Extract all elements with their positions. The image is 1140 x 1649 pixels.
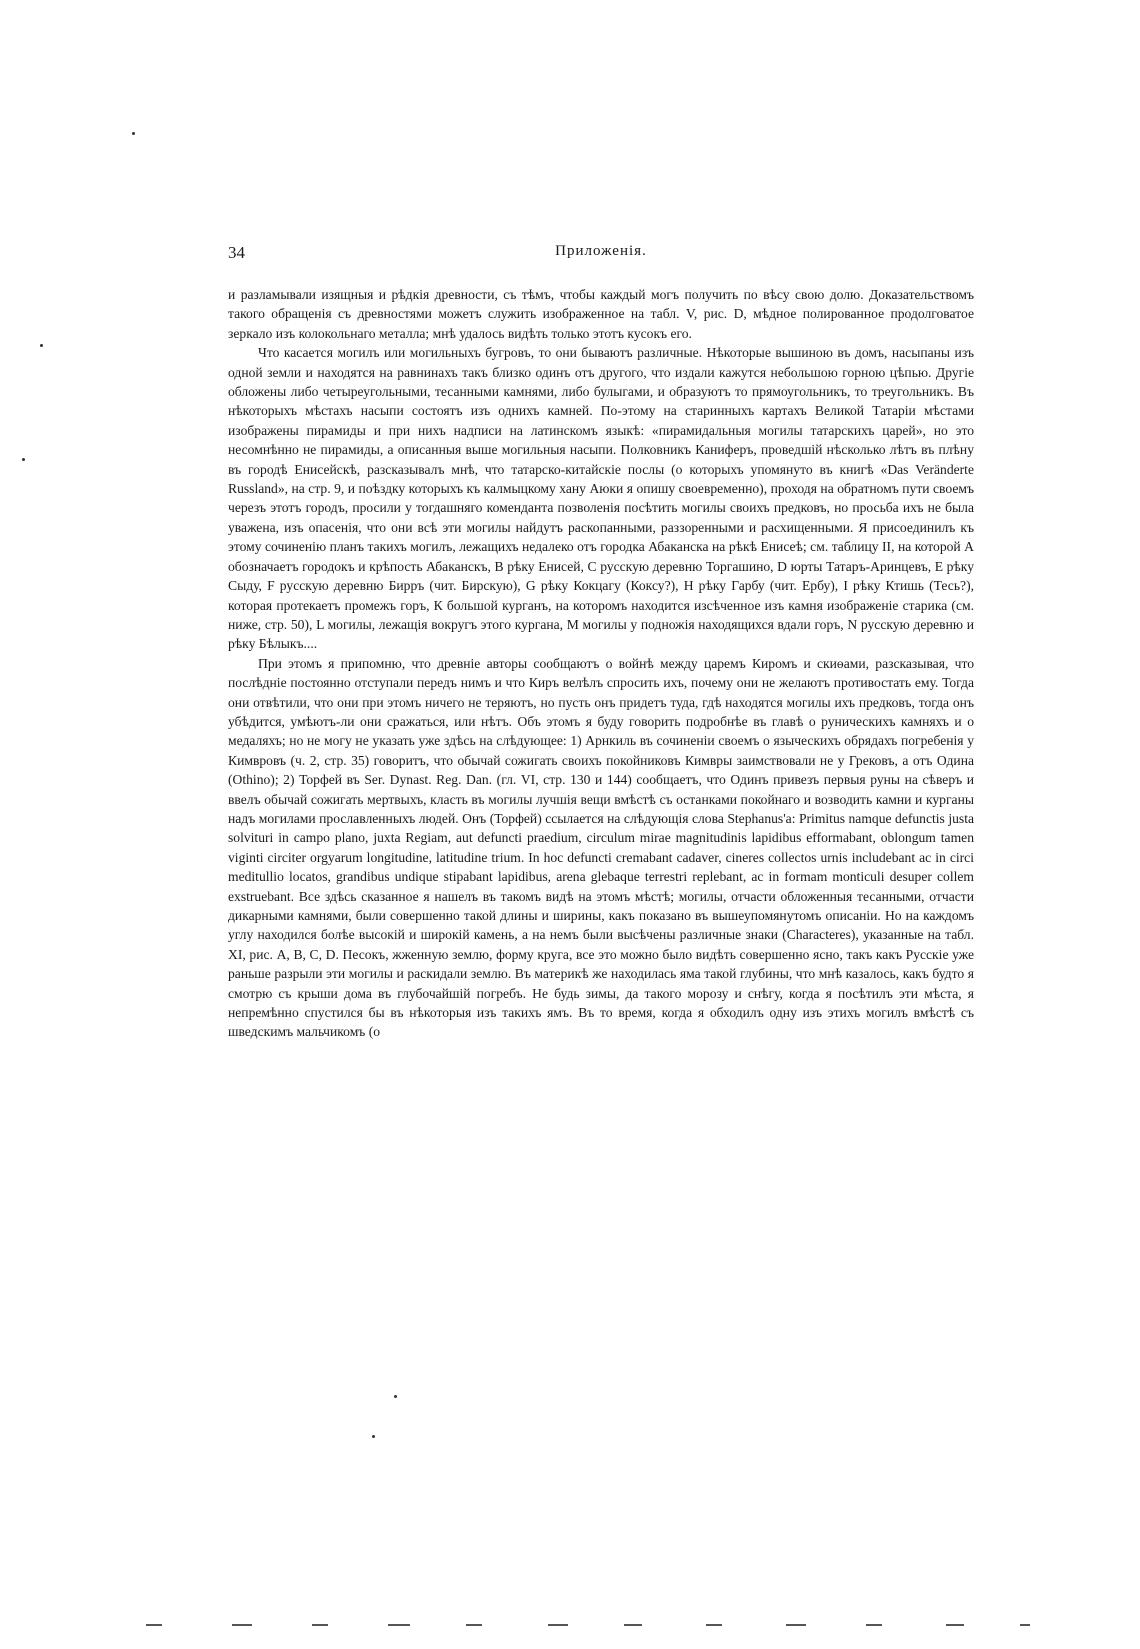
bottom-edge-mark — [548, 1624, 568, 1626]
scan-speck — [372, 1435, 375, 1438]
page-number: 34 — [228, 243, 245, 262]
bottom-edge-mark — [312, 1624, 328, 1626]
paragraph-2: Что касается могилъ или могильныхъ бугровъ, то они бываютъ различные. Нѣкоторые вышиною въ домъ, насыпаны изъ одной земли и находятся на равнинахъ такъ близко одинъ отъ другого, что издали кажутся небольшою горною цѣпью. Другіе обложены либо четыреугольными, тесанными камнями, либо булыгами, и образуютъ то прямоугольникъ, то треугольникъ. Въ нѣкоторыхъ мѣстахъ насыпи состоятъ изъ однихъ камней. По-этому на старинныхъ картахъ Великой Татаріи мѣстами изображены пирамиды и при нихъ надписи на латинскомъ языкѣ: «пирамидальныя могилы татарскихъ царей», но это несомнѣнно не пирамиды, а описанныя выше могильныя насыпи. Полковникъ Каниферъ, проведшій нѣсколько лѣтъ въ плѣну въ городѣ Енисейскѣ, разсказывалъ мнѣ, что татарско-китайскіе послы (о которыхъ упомянуто въ книгѣ «Das Veränderte Russland», на стр. 9, и поѣздку которыхъ къ калмыцкому хану Аюки я опишу своевременно), проходя на обратномъ пути своемъ черезъ этотъ городъ, просили у тогдашняго коменданта позволенія посѣтить могилы своихъ предковъ, но просьба ихъ не была уважена, изъ опасенія, что они всѣ эти могилы найдутъ раскопанными, раззоренными и расхищенными. Я присоединилъ къ этому сочиненію планъ такихъ могилъ, лежащихъ недалеко отъ городка Абаканска на рѣкѣ Енисеѣ; см. таблицу II, на которой А обозначаетъ городокъ и крѣпость Абаканскъ, В рѣку Енисей, С русскую деревню Торгашино, D юрты Татаръ-Аринцевъ, Е рѣку Сыду, F русскую деревню Бирръ (чит. Бирскую), G рѣку Кокцагу (Коксу?), Н рѣку Гарбу (чит. Ербу), I рѣку Ктишь (Тесь?), которая протекаетъ промежъ горъ, К большой курганъ, на которомъ находится изсѣченное изъ камня изображеніе старика (см. ниже, стр. 50), L могилы, лежащія вокругъ этого кургана, М могилы у подножія находящихся вдали горъ, N русскую деревню и рѣку Бѣлыкъ.... — [228, 345, 974, 652]
scan-speck — [132, 132, 135, 135]
bottom-edge-mark — [388, 1624, 410, 1626]
bottom-edge-mark — [866, 1624, 882, 1626]
running-head: Приложенія. — [555, 243, 647, 259]
bottom-edge-mark — [466, 1624, 482, 1626]
scan-speck — [22, 458, 25, 461]
bottom-edge-mark — [232, 1624, 252, 1626]
scan-speck — [394, 1395, 397, 1398]
bottom-edge-mark — [146, 1624, 162, 1626]
scan-speck — [40, 344, 43, 347]
bottom-edge-mark — [786, 1624, 806, 1626]
paragraph-1: и разламывали изящныя и рѣдкія древности, съ тѣмъ, чтобы каждый могъ получить по вѣсу свою долю. Доказательствомъ такого обращенія съ древностями можетъ служить изображенное на табл. V, рис. D, мѣдное полированное продолговатое зеркало изъ колокольнаго металла; мнѣ удалось видѣть только этотъ кусокъ его. — [228, 287, 974, 341]
bottom-edge-mark — [624, 1624, 642, 1626]
body-text — [228, 285, 974, 1042]
paragraph-3: При этомъ я припомню, что древніе авторы сообщаютъ о войнѣ между царемъ Киромъ и скиѳами, разсказывая, что послѣдніе постоянно отступали передъ нимъ и что Киръ велѣлъ спросить ихъ, почему они не желаютъ противостать ему. Тогда они отвѣтили, что они при этомъ ничего не теряютъ, но пусть онъ придетъ туда, гдѣ находятся могилы ихъ предковъ, тогда онъ убѣдится, умѣютъ-ли они сражаться, или нѣтъ. Объ этомъ я буду говорить подробнѣе въ главѣ о руническихъ камняхъ и о медаляхъ; но не могу не указать уже здѣсь на слѣдующее: 1) Арнкиль въ сочиненіи своемъ о языческихъ обрядахъ погребенія у Кимвровъ (ч. 2, стр. 35) говоритъ, что обычай сожигать своихъ покойниковъ Кимвры заимствовали не у Грековъ, а отъ Одина (Othino); 2) Торфей въ Ser. Dynast. Reg. Dan. (гл. VI, стр. 130 и 144) сообщаетъ, что Одинъ привезъ первыя руны на сѣверъ и ввелъ обычай сожигать мертвыхъ, класть въ могилы лучшія вещи вмѣстѣ съ останками покойнаго и возводить камни и курганы надъ могилами прославленныхъ людей. Онъ (Торфей) ссылается на слѣдующія слова Stephanus'а: Primitus namque defunctis justa solvituri in campo plano, juxta Regiam, aut defuncti praedium, circulum mirae magnitudinis lapidibus efformabant, oblongum tamen viginti circiter orgyarum longitudine, latitudine trium. In hoc defuncti cremabant cadaver, cineres collectos urnis includebant ac in circi meditullio locatos, grandibus undique stipabant lapidibus, arena glebaque terrestri replebant, ac in formam monticuli desuper collem exstruebant. Все здѣсь сказанное я нашелъ въ такомъ видѣ на этомъ мѣстѣ; могилы, отчасти обложенныя тесанными, отчасти дикарными камнями, были совершенно такой длины и ширины, какъ показано въ вышеупомянутомъ описаніи. Но на каждомъ углу находился болѣе высокій и широкій камень, а на немъ были высѣчены различные знаки (Characteres), указанные на табл. XI, рис. А, В, С, D. Песокъ, жженную землю, форму круга, все это можно было видѣть совершенно ясно, такъ какъ Русскіе уже раньше разрыли эти могилы и раскидали землю. Въ материкѣ же находилась яма такой глубины, что мнѣ казалось, какъ будто я смотрю съ крыши дома въ глубочайшій погребъ. Не будь зимы, да такого морозу и снѣгу, когда я посѣтилъ эти мѣста, я непремѣнно спустился бы въ нѣкоторыя изъ такихъ ямъ. Въ то время, когда я обходилъ одну изъ этихъ могилъ вмѣстѣ съ шведскимъ мальчикомъ (о — [228, 655, 974, 1040]
page-header — [228, 243, 974, 265]
bottom-edge-mark — [1020, 1624, 1030, 1626]
bottom-edge-mark — [706, 1624, 722, 1626]
bottom-edge-mark — [946, 1624, 964, 1626]
